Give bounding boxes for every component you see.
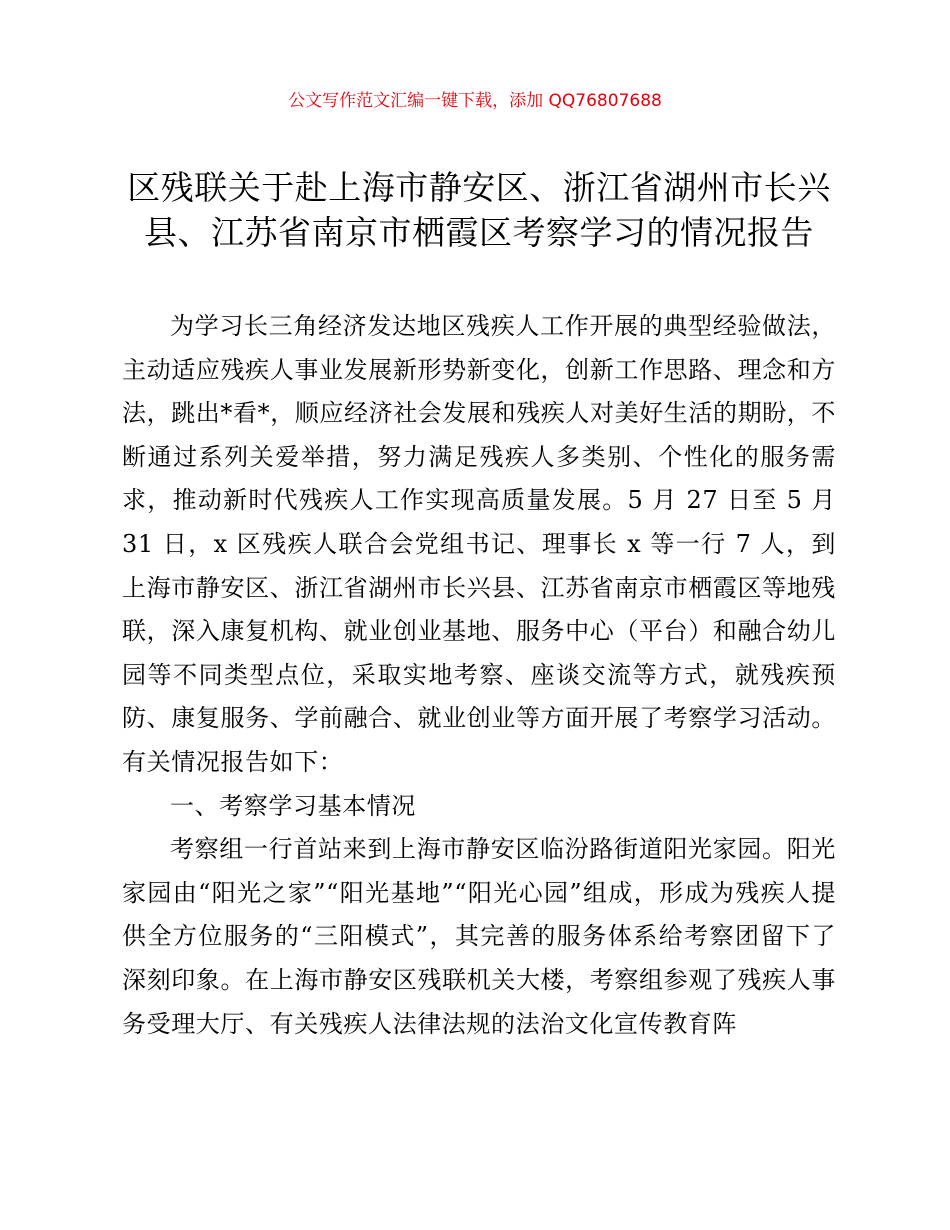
document-body bbox=[122, 305, 836, 1046]
section-paragraph: 考察组一行首站来到上海市静安区临汾路街道阳光家园。阳光家园由“阳光之家”“阳光基地”“阳光心园”组成，形成为残疾人提供全方位服务的“三阳模式”，其完善的服务体系给考察团留下了深刻印象。在上海市静安区残联机关大楼，考察组参观了残疾人事务受理大厅、有关残疾人法律法规的法治文化宣传教育阵 bbox=[122, 835, 836, 1038]
section-heading: 一、考察学习基本情况 bbox=[170, 791, 416, 820]
promo-header-text: 公文写作范文汇编一键下载，添加 QQ76807688 bbox=[288, 91, 662, 111]
intro-paragraph: 为学习长三角经济发达地区残疾人工作开展的典型经验做法，主动适应残疾人事业发展新形势新变化，创新工作思路、理念和方法，跳出*看*，顺应经济社会发展和残疾人对美好生活的期盼，不断通过系列关爱举措，努力满足残疾人多类别、个性化的服务需求，推动新时代残疾人工作实现高质量发展。5 月 27 日至 5 月 31 日，x 区残疾人联合会党组书记、理事长 x 等一行 7 人，到上海市静安区、浙江省湖州市长兴县、江苏省南京市栖霞区等地残联，深入康复机构、就业创业基地、服务中心（平台）和融合幼儿园等不同类型点位，采取实地考察、座谈交流等方式，就残疾预防、康复服务、学前融合、就业创业等方面开展了考察学习活动。有关情况报告如下： bbox=[122, 312, 836, 776]
document-title: 区残联关于赴上海市静安区、浙江省湖州市长兴县、江苏省南京市栖霞区考察学习的情况报告 bbox=[127, 168, 831, 252]
